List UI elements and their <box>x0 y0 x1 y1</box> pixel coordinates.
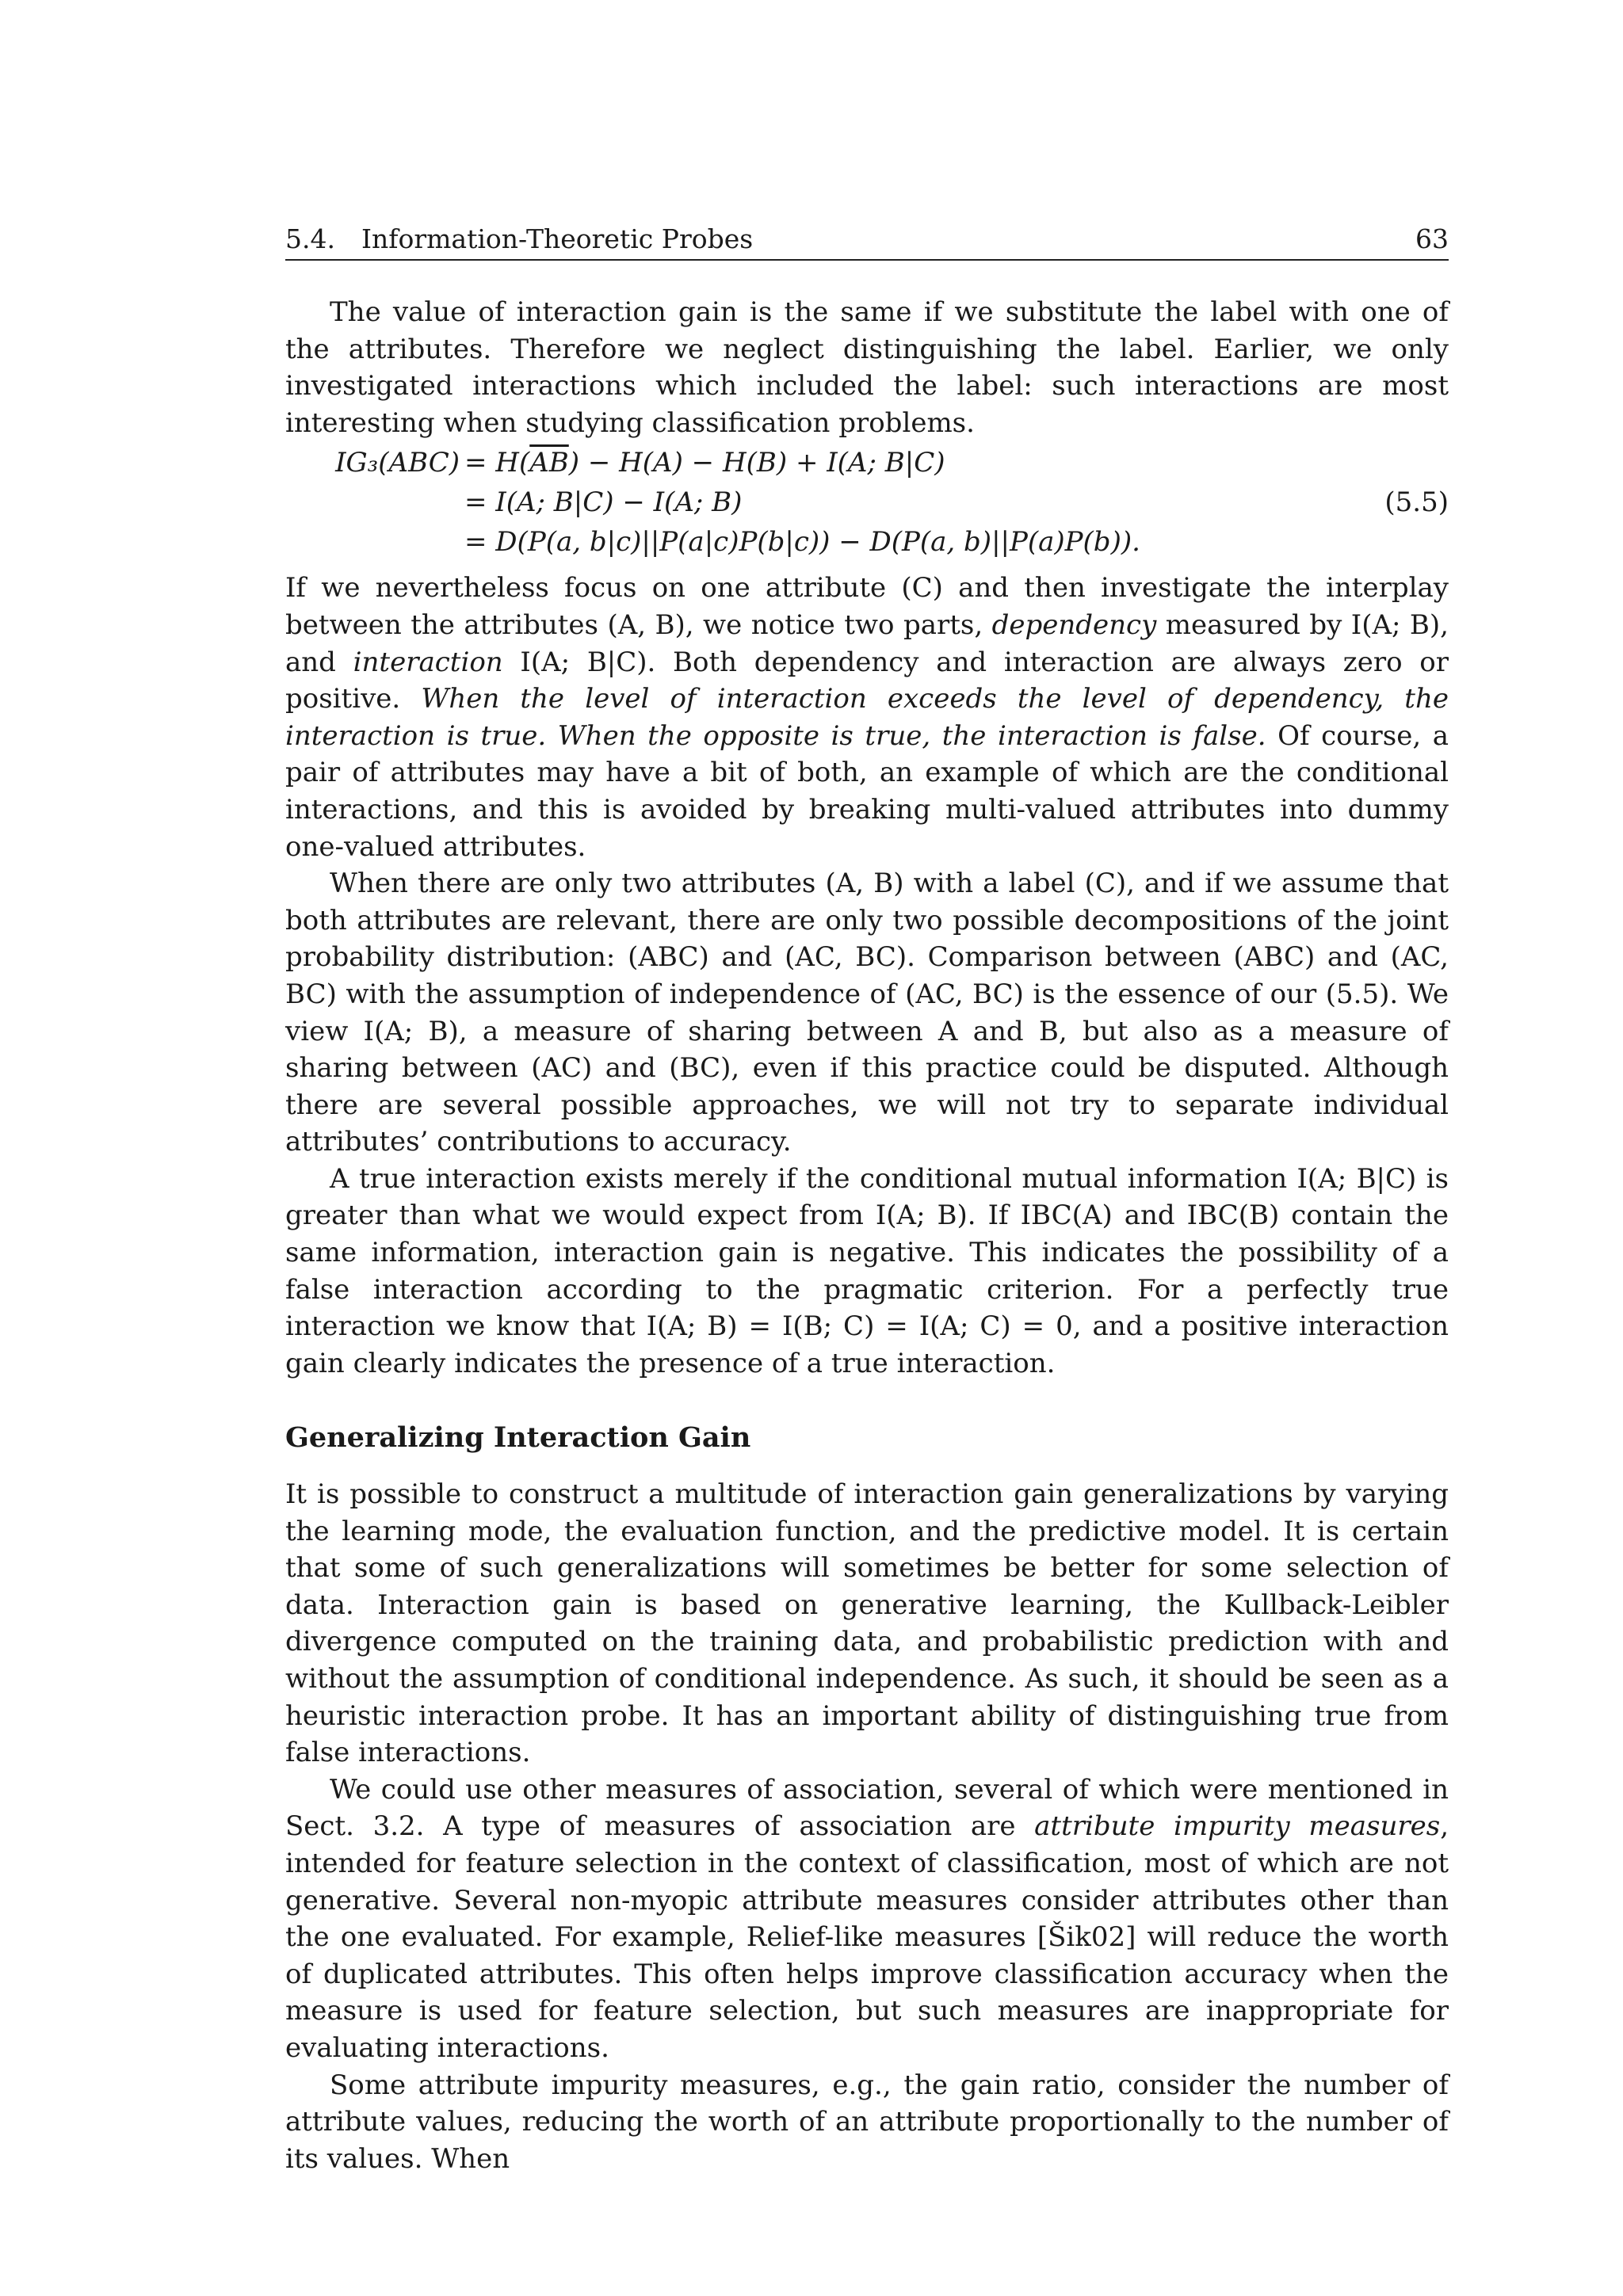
equation-line-1 <box>285 443 1449 482</box>
equation-rhs-3: = D(P(a, b|c)||P(a|c)P(b|c)) − D(P(a, b)||P(a)P(b)). <box>464 526 1140 559</box>
page <box>285 223 1449 2177</box>
equation-5-5 <box>285 443 1449 562</box>
paragraph-6: We could use other measures of association, several of which were mentioned in Sect. 3.2. A type of measures of association are attribute impurity measures, intended for feature selection in the context of classification, most of which are not generative. Several non-myopic attribute measures consider attributes other than the one evaluated. For example, Relief-like measures [Šik02] will reduce the worth of duplicated attributes. This often helps improve classification accuracy when the measure is used for feature selection, but such measures are inappropriate for evaluating interactions. <box>285 1773 1449 2064</box>
paragraph-3: When there are only two attributes (A, B) with a label (C), and if we assume that both attributes are relevant, there are only two possible decompositions of the joint probability distribution: (ABC) and (AC, BC). Comparison between (ABC) and (AC, BC) with the assumption of independence of (AC, BC) is the essence of our (5.5). We view I(A; B), a measure of sharing between A and B, but also as a measure of sharing between (AC) and (BC), even if this practice could be disputed. Although there are several possible approaches, we will not try to separate individual attributes’ contributions to accuracy. <box>285 868 1449 1158</box>
equation-number: (5.5) <box>1384 486 1449 519</box>
paragraph-7: Some attribute impurity measures, e.g., the gain ratio, consider the number of attribute values, reducing the worth of an attribute proportionally to the number of its values. When <box>285 2069 1449 2175</box>
page-number: 63 <box>1415 223 1449 254</box>
equation-line-2 <box>285 482 1449 522</box>
paragraph-1: The value of interaction gain is the same if we substitute the label with one of the attributes. Therefore we neglect distinguishing the label. Earlier, we only investigated interactions which included the label: such interactions are most interesting when studying classification problems. <box>285 296 1449 439</box>
body-text <box>285 294 1449 2177</box>
section-heading: 5.4. Information-Theoretic Probes <box>285 223 754 254</box>
equation-rhs-2: = I(A; B|C) − I(A; B) <box>464 486 743 519</box>
equation-lhs: IG₃(ABC) <box>335 447 460 479</box>
equation-rhs-1: = $H(\overline{AB}) - H(A) - H(B) + I(A$; B|C) <box>464 447 945 479</box>
subsection-title: Generalizing Interaction Gain <box>285 1421 751 1455</box>
equation-line-3 <box>285 522 1449 562</box>
paragraph-5: It is possible to construct a multitude of interaction gain generalizations by varying the learning mode, the evaluation function, and the predictive model. It is certain that some of such generalizations will sometimes be better for some selection of data. Interaction gain is based on generative learning, the Kullback-Leibler divergence computed on the training data, and probabilistic prediction with and without the assumption of conditional independence. As such, it should be seen as a heuristic interaction probe. It has an important ability of distinguishing true from false interactions. <box>285 1478 1449 1769</box>
paragraph-2: If we nevertheless focus on one attribute (C) and then investigate the interplay between the attributes (A, B), we notice two parts, dependency measured by I(A; B), and interaction I(A; B|C). Both dependency and interaction are always zero or positive. When the level of interaction exceeds the level of dependency, the interaction is true. When the opposite is true, the interaction is false. Of course, a pair of attributes may have a bit of both, an example of which are the conditional interactions, and this is avoided by breaking multi-valued attributes into dummy one-valued attributes. <box>285 572 1449 863</box>
overlined-ab: $\overline{AB}$ <box>529 447 569 479</box>
paragraph-4: A true interaction exists merely if the conditional mutual information I(A; B|C) is greater than what we would expect from I(A; B). If IBC(A) and IBC(B) contain the same information, interaction gain is negative. This indicates the possibility of a false interaction according to the pragmatic criterion. For a perfectly true interaction we know that I(A; B) = I(B; C) = I(A; C) = 0, and a positive interaction gain clearly indicates the presence of a true interaction. <box>285 1162 1449 1379</box>
running-header <box>285 223 1449 261</box>
